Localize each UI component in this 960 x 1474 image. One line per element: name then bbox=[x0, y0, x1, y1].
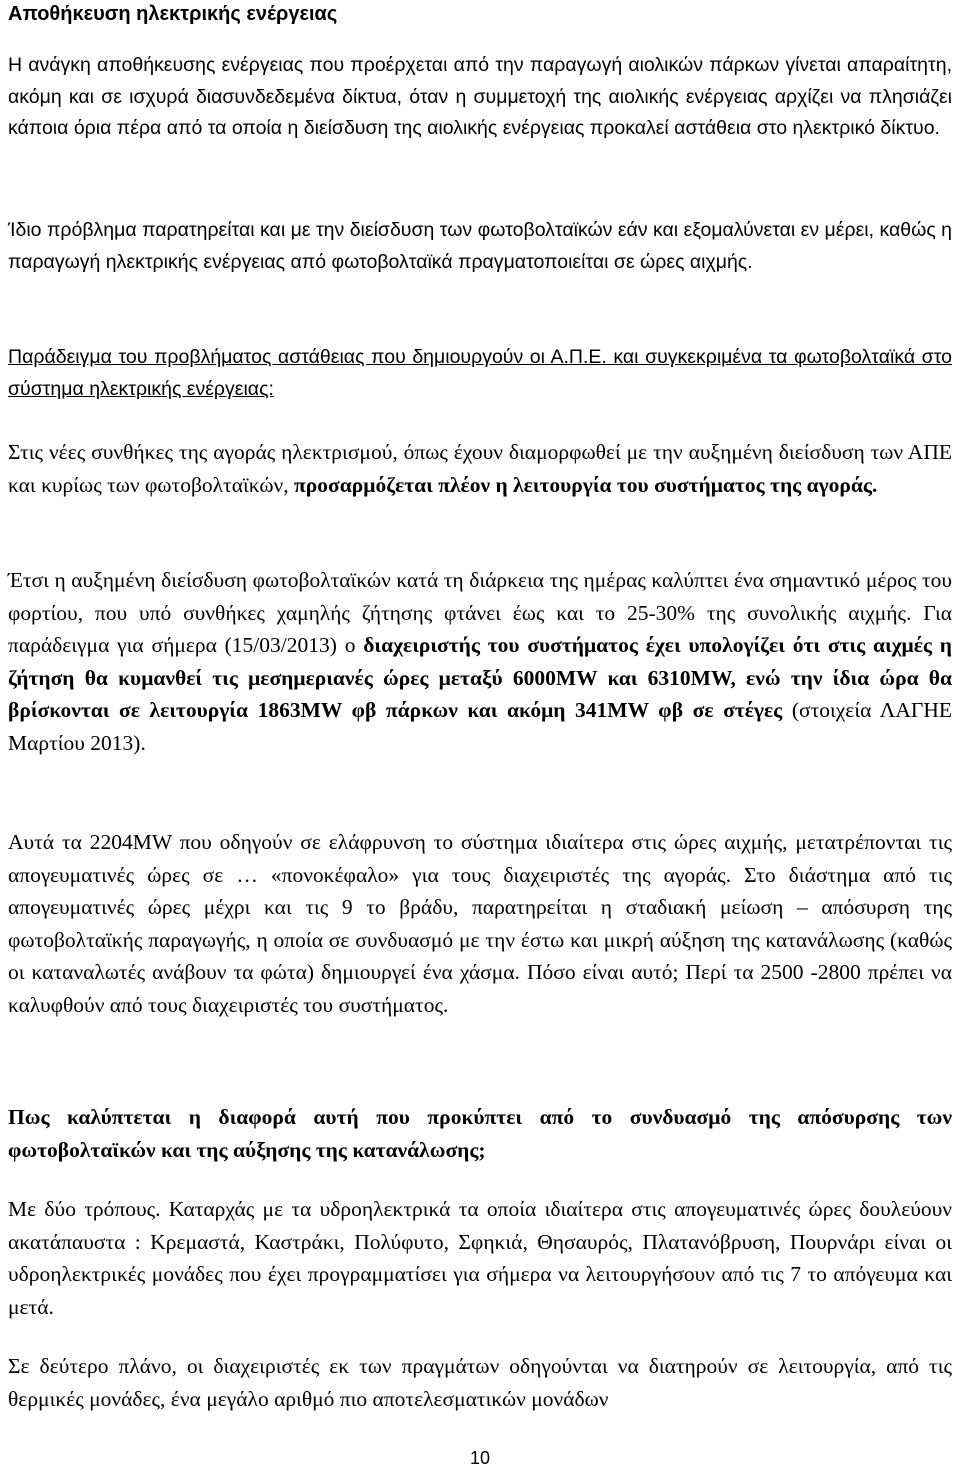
pv-penetration-source: (στοιχεία ΛΑΓΗΕ Μαρτίου 2013). bbox=[8, 698, 952, 755]
paragraph-second-plan: Σε δεύτερο πλάνο, οι διαχειριστές εκ των πραγμάτων οδηγούνται να διατηρούν σε λειτουργία, από τις θερμικές μονάδες, ένα μεγάλο αριθμό πιο αποτελεσματικών μονάδων bbox=[8, 1354, 952, 1411]
page-number: 10 bbox=[469, 1448, 491, 1468]
paragraph-2204mw: Αυτά τα 2204MW που οδηγούν σε ελάφρυνση το σύστημα ιδιαίτερα στις ώρες αιχμής, μετατρέπονται τις απογευματινές ώρες σε … «πονοκέφαλο» για τους διαχειριστές της αγοράς. Στο διάστημα από τις απογευματινές ώρες μέχρι και τις 9 το βράδυ, παρατηρείται η σταδιακή μείωση – απόσυρση της φωτοβολταϊκής παραγωγής, η οποία σε συνδυασμό με την έστω και μικρή αύξηση της κατανάλωσης (καθώς οι καταναλωτές ανάβουν τα φώτα) δημιουργεί ένα χάσμα. Πόσο είναι αυτό; Περί τα 2500 -2800 πρέπει να καλυφθούν από τους διαχειριστές του συστήματος. bbox=[8, 830, 952, 1017]
pv-penetration-text: Έτσι η αυξημένη διείσδυση φωτοβολταϊκών κατά τη διάρκεια της ημέρας καλύπτει ένα σημαντικό μέρος του φορτίου, που υπό συνθήκες χαμηλής ζήτησης φτάνει έως και το 25-30% της συνολικής αιχμής. Για παράδειγμα για σήμερα (15/03/2013) ο bbox=[8, 568, 952, 657]
paragraph-question: Πως καλύπτεται η διαφορά αυτή που προκύπτει από το συνδυασμό της απόσυρσης των φωτοβολταϊκών και της αύξησης της κατανάλωσης; bbox=[8, 1105, 952, 1162]
paragraph-wind-storage: Η ανάγκη αποθήκευσης ενέργειας που προέρχεται από την παραγωγή αιολικών πάρκων γίνεται απαραίτητη, ακόμη και σε ισχυρά διασυνδεδεμένα δίκτυα, όταν η συμμετοχή της αιολικής ενέργειας αρχίζει να πλησιάζει κάποια όρια πέρα από τα οποία η διείσδυση της αιολικής ενέργειας προκαλεί αστάθεια στο ηλεκτρικό δίκτυο. bbox=[8, 54, 952, 139]
paragraph-market-conditions bbox=[8, 436, 952, 501]
paragraph-two-ways: Με δύο τρόπους. Καταρχάς με τα υδροηλεκτρικά τα οποία ιδιαίτερα στις απογευματινές ώρες δουλεύουν ακατάπαυστα : Κρεμαστά, Καστράκι, Πολύφυτο, Σφηκιά, Θησαυρός, Πλατανόβρυση, Πουρνάρι είναι οι υδροηλεκτρικές μονάδες που έχει προγραμματίσει για σήμερα να λειτουργήσουν από τις 7 το απόγευμα και μετά. bbox=[8, 1197, 952, 1319]
section-title: Αποθήκευση ηλεκτρικής ενέργειας bbox=[8, 3, 338, 25]
paragraph-pv-penetration bbox=[8, 564, 952, 759]
market-conditions-text: Στις νέες συνθήκες της αγοράς ηλεκτρισμού, όπως έχουν διαμορφωθεί με την αυξημένη διείσδυση των ΑΠΕ και κυρίως των φωτοβολταϊκών, bbox=[8, 440, 952, 497]
paragraph-example-heading: Παράδειγμα του προβλήματος αστάθειας που δημιουργούν οι Α.Π.Ε. και συγκεκριμένα τα φωτοβολταϊκά στο σύστημα ηλεκτρικής ενέργειας: bbox=[8, 346, 952, 400]
pv-penetration-bold: διαχειριστής του συστήματος έχει υπολογίζει ότι στις αιχμές η ζήτηση θα κυμανθεί τις μεσημεριανές ώρες μεταξύ 6000MW και 6310MW, ενώ την ίδια ώρα θα βρίσκονται σε λειτουργία 1863MW φβ πάρκων και ακόμη 341MW φβ σε στέγες bbox=[8, 633, 952, 722]
market-conditions-bold: προσαρμόζεται πλέον η λειτουργία του συστήματος της αγοράς. bbox=[294, 472, 878, 497]
paragraph-pv-problem: Ίδιο πρόβλημα παρατηρείται και με την διείσδυση των φωτοβολταϊκών εάν και εξομαλύνεται εν μέρει, καθώς η παραγωγή ηλεκτρικής ενέργειας από φωτοβολταϊκά πραγματοποιείται σε ώρες αιχμής. bbox=[8, 219, 952, 273]
